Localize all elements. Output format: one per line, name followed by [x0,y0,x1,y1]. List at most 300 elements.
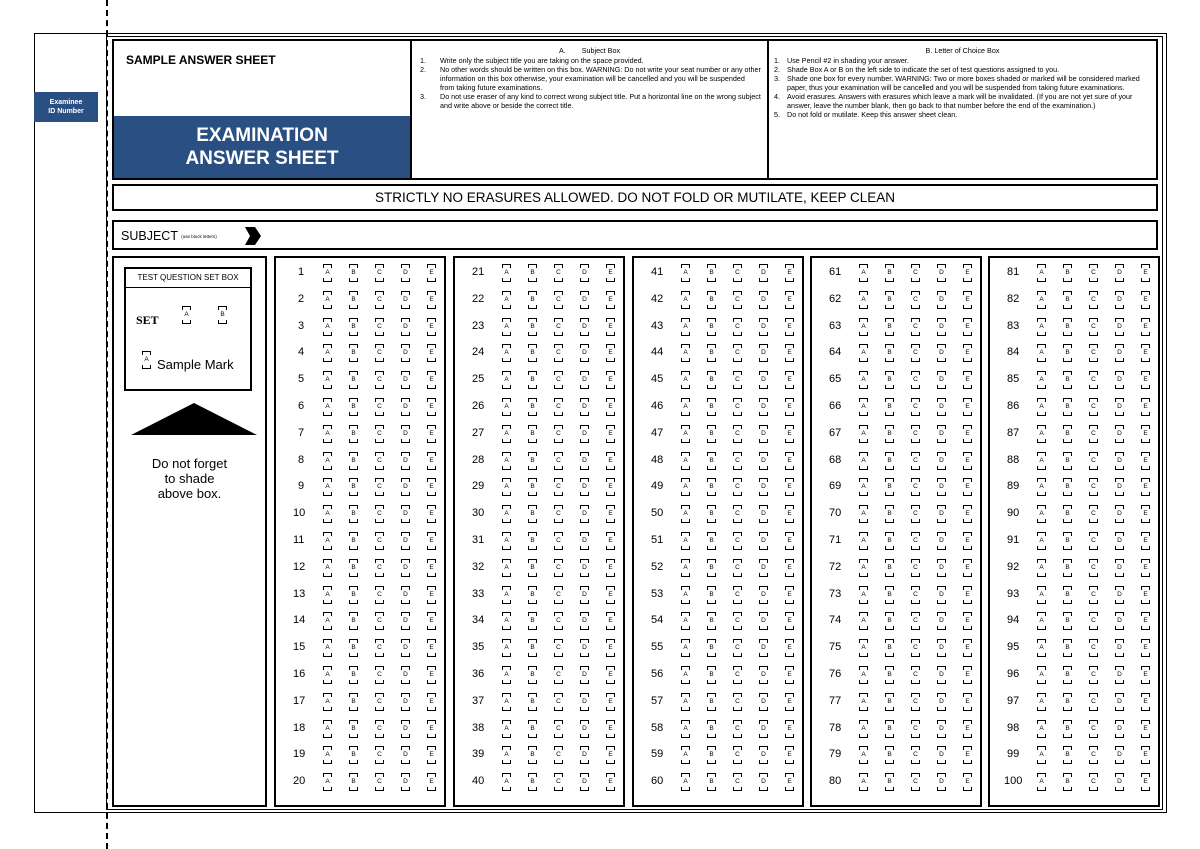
choice-bubble-d[interactable] [1115,344,1124,362]
choice-bubble-d[interactable] [759,639,768,657]
choice-bubble-e[interactable] [1141,318,1150,336]
choice-bubble-a[interactable] [1037,371,1046,389]
choice-bubble-c[interactable] [1089,612,1098,630]
choice-bubble-a[interactable] [1037,344,1046,362]
choice-bubble-b[interactable] [707,264,716,282]
choice-bubble-a[interactable] [1037,291,1046,309]
choice-bubble-e[interactable] [963,291,972,309]
choice-bubble-c[interactable] [733,586,742,604]
choice-bubble-a[interactable] [681,693,690,711]
choice-bubble-e[interactable] [427,398,436,416]
choice-bubble-e[interactable] [606,291,615,309]
choice-bubble-b[interactable] [1063,612,1072,630]
choice-bubble-c[interactable] [375,318,384,336]
choice-bubble-b[interactable] [1063,559,1072,577]
choice-bubble-e[interactable] [785,452,794,470]
choice-bubble-b[interactable] [707,452,716,470]
choice-bubble-b[interactable] [349,264,358,282]
choice-bubble-c[interactable] [375,639,384,657]
choice-bubble-c[interactable] [1089,639,1098,657]
choice-bubble-a[interactable] [681,666,690,684]
choice-bubble-e[interactable] [963,371,972,389]
choice-bubble-c[interactable] [375,773,384,791]
choice-bubble-d[interactable] [1115,639,1124,657]
choice-bubble-e[interactable] [963,720,972,738]
choice-bubble-e[interactable] [785,344,794,362]
choice-bubble-c[interactable] [554,773,563,791]
choice-bubble-d[interactable] [401,746,410,764]
choice-bubble-c[interactable] [554,371,563,389]
choice-bubble-a[interactable] [859,666,868,684]
choice-bubble-e[interactable] [1141,371,1150,389]
choice-bubble-c[interactable] [554,318,563,336]
choice-bubble-d[interactable] [401,612,410,630]
choice-bubble-e[interactable] [606,746,615,764]
choice-bubble-d[interactable] [759,318,768,336]
choice-bubble-d[interactable] [401,291,410,309]
choice-bubble-e[interactable] [1141,746,1150,764]
choice-bubble-c[interactable] [911,612,920,630]
choice-bubble-e[interactable] [1141,639,1150,657]
choice-bubble-c[interactable] [554,746,563,764]
choice-bubble-a[interactable] [323,264,332,282]
choice-bubble-e[interactable] [427,639,436,657]
choice-bubble-e[interactable] [606,264,615,282]
choice-bubble-e[interactable] [1141,452,1150,470]
choice-bubble-d[interactable] [1115,746,1124,764]
choice-bubble-b[interactable] [1063,452,1072,470]
choice-bubble-d[interactable] [759,371,768,389]
choice-bubble-d[interactable] [759,666,768,684]
choice-bubble-a[interactable] [681,720,690,738]
choice-bubble-e[interactable] [1141,344,1150,362]
choice-bubble-a[interactable] [323,666,332,684]
choice-bubble-b[interactable] [528,264,537,282]
choice-bubble-a[interactable] [1037,264,1046,282]
choice-bubble-e[interactable] [785,264,794,282]
choice-bubble-a[interactable] [681,318,690,336]
choice-bubble-c[interactable] [911,478,920,496]
choice-bubble-e[interactable] [427,505,436,523]
choice-bubble-a[interactable] [1037,318,1046,336]
choice-bubble-a[interactable] [323,612,332,630]
choice-bubble-a[interactable] [681,586,690,604]
choice-bubble-e[interactable] [963,318,972,336]
choice-bubble-b[interactable] [885,586,894,604]
choice-bubble-d[interactable] [580,478,589,496]
choice-bubble-a[interactable] [323,693,332,711]
choice-bubble-e[interactable] [606,371,615,389]
choice-bubble-e[interactable] [785,666,794,684]
choice-bubble-b[interactable] [349,398,358,416]
choice-bubble-e[interactable] [963,559,972,577]
choice-bubble-c[interactable] [911,666,920,684]
choice-bubble-d[interactable] [401,773,410,791]
choice-bubble-b[interactable] [885,773,894,791]
choice-bubble-b[interactable] [885,746,894,764]
choice-bubble-d[interactable] [759,746,768,764]
choice-bubble-b[interactable] [528,720,537,738]
choice-bubble-d[interactable] [937,559,946,577]
choice-bubble-b[interactable] [885,612,894,630]
choice-bubble-b[interactable] [885,398,894,416]
choice-bubble-d[interactable] [937,639,946,657]
choice-bubble-a[interactable] [323,586,332,604]
choice-bubble-b[interactable] [1063,666,1072,684]
choice-bubble-e[interactable] [606,773,615,791]
choice-bubble-c[interactable] [911,639,920,657]
choice-bubble-d[interactable] [580,586,589,604]
choice-bubble-e[interactable] [427,318,436,336]
choice-bubble-a[interactable] [859,264,868,282]
choice-bubble-b[interactable] [1063,586,1072,604]
choice-bubble-c[interactable] [1089,371,1098,389]
choice-bubble-d[interactable] [580,291,589,309]
choice-bubble-d[interactable] [937,318,946,336]
choice-bubble-a[interactable] [859,505,868,523]
choice-bubble-e[interactable] [785,318,794,336]
choice-bubble-e[interactable] [606,720,615,738]
choice-bubble-e[interactable] [963,773,972,791]
subject-field[interactable] [112,220,1158,250]
choice-bubble-e[interactable] [606,398,615,416]
choice-bubble-c[interactable] [554,532,563,550]
choice-bubble-e[interactable] [963,505,972,523]
choice-bubble-b[interactable] [707,478,716,496]
choice-bubble-b[interactable] [1063,505,1072,523]
choice-bubble-c[interactable] [911,746,920,764]
choice-bubble-a[interactable] [323,371,332,389]
choice-bubble-a[interactable] [323,720,332,738]
choice-bubble-b[interactable] [349,559,358,577]
choice-bubble-a[interactable] [1037,639,1046,657]
choice-bubble-c[interactable] [733,532,742,550]
choice-bubble-b[interactable] [528,505,537,523]
choice-bubble-c[interactable] [911,291,920,309]
choice-bubble-b[interactable] [349,773,358,791]
choice-bubble-e[interactable] [606,452,615,470]
choice-bubble-b[interactable] [528,693,537,711]
choice-bubble-a[interactable] [1037,425,1046,443]
choice-bubble-e[interactable] [606,559,615,577]
choice-bubble-c[interactable] [1089,291,1098,309]
choice-bubble-e[interactable] [606,505,615,523]
choice-bubble-c[interactable] [554,505,563,523]
choice-bubble-a[interactable] [323,344,332,362]
choice-bubble-c[interactable] [733,291,742,309]
choice-bubble-d[interactable] [401,720,410,738]
choice-bubble-a[interactable] [859,344,868,362]
choice-bubble-d[interactable] [580,452,589,470]
choice-bubble-a[interactable] [681,264,690,282]
choice-bubble-c[interactable] [1089,586,1098,604]
choice-bubble-d[interactable] [401,639,410,657]
choice-bubble-b[interactable] [885,344,894,362]
choice-bubble-b[interactable] [885,264,894,282]
choice-bubble-e[interactable] [606,478,615,496]
choice-bubble-c[interactable] [911,773,920,791]
choice-bubble-b[interactable] [1063,291,1072,309]
choice-bubble-b[interactable] [707,720,716,738]
choice-bubble-e[interactable] [427,720,436,738]
choice-bubble-e[interactable] [963,452,972,470]
choice-bubble-c[interactable] [733,371,742,389]
choice-bubble-b[interactable] [885,478,894,496]
choice-bubble-b[interactable] [885,452,894,470]
choice-bubble-e[interactable] [963,746,972,764]
choice-bubble-b[interactable] [1063,344,1072,362]
choice-bubble-d[interactable] [759,586,768,604]
choice-bubble-d[interactable] [401,505,410,523]
choice-bubble-d[interactable] [401,371,410,389]
choice-bubble-a[interactable] [859,478,868,496]
choice-bubble-b[interactable] [1063,773,1072,791]
choice-bubble-a[interactable] [1037,532,1046,550]
choice-bubble-d[interactable] [759,532,768,550]
choice-bubble-c[interactable] [375,746,384,764]
choice-bubble-a[interactable] [502,773,511,791]
choice-bubble-e[interactable] [963,478,972,496]
choice-bubble-b[interactable] [349,720,358,738]
choice-bubble-a[interactable] [1037,505,1046,523]
choice-bubble-e[interactable] [785,720,794,738]
choice-bubble-a[interactable] [1037,452,1046,470]
choice-bubble-b[interactable] [349,693,358,711]
choice-bubble-a[interactable] [502,344,511,362]
choice-bubble-e[interactable] [963,693,972,711]
choice-bubble-d[interactable] [580,264,589,282]
choice-bubble-e[interactable] [963,586,972,604]
choice-bubble-b[interactable] [349,291,358,309]
choice-bubble-e[interactable] [1141,398,1150,416]
set-a-bubble[interactable] [182,306,191,324]
choice-bubble-d[interactable] [401,478,410,496]
choice-bubble-e[interactable] [1141,505,1150,523]
choice-bubble-d[interactable] [580,505,589,523]
choice-bubble-e[interactable] [427,586,436,604]
choice-bubble-e[interactable] [785,425,794,443]
choice-bubble-c[interactable] [375,398,384,416]
choice-bubble-c[interactable] [733,452,742,470]
choice-bubble-a[interactable] [859,559,868,577]
choice-bubble-e[interactable] [785,693,794,711]
choice-bubble-e[interactable] [963,398,972,416]
choice-bubble-d[interactable] [580,559,589,577]
choice-bubble-a[interactable] [323,505,332,523]
choice-bubble-d[interactable] [759,505,768,523]
choice-bubble-b[interactable] [707,586,716,604]
choice-bubble-b[interactable] [349,639,358,657]
choice-bubble-c[interactable] [911,505,920,523]
choice-bubble-c[interactable] [375,612,384,630]
choice-bubble-c[interactable] [554,344,563,362]
choice-bubble-a[interactable] [1037,693,1046,711]
choice-bubble-c[interactable] [375,344,384,362]
choice-bubble-c[interactable] [554,612,563,630]
choice-bubble-b[interactable] [528,318,537,336]
choice-bubble-d[interactable] [937,586,946,604]
choice-bubble-a[interactable] [859,371,868,389]
set-b-bubble[interactable] [218,306,227,324]
choice-bubble-e[interactable] [1141,478,1150,496]
choice-bubble-b[interactable] [885,559,894,577]
choice-bubble-d[interactable] [937,264,946,282]
choice-bubble-b[interactable] [1063,720,1072,738]
choice-bubble-e[interactable] [427,264,436,282]
choice-bubble-a[interactable] [681,532,690,550]
choice-bubble-b[interactable] [885,291,894,309]
choice-bubble-d[interactable] [937,612,946,630]
choice-bubble-a[interactable] [502,452,511,470]
choice-bubble-e[interactable] [785,746,794,764]
choice-bubble-b[interactable] [1063,478,1072,496]
choice-bubble-a[interactable] [859,425,868,443]
choice-bubble-e[interactable] [963,612,972,630]
choice-bubble-e[interactable] [1141,291,1150,309]
choice-bubble-e[interactable] [1141,693,1150,711]
choice-bubble-a[interactable] [1037,720,1046,738]
choice-bubble-e[interactable] [963,639,972,657]
choice-bubble-c[interactable] [375,505,384,523]
choice-bubble-b[interactable] [528,666,537,684]
choice-bubble-c[interactable] [1089,532,1098,550]
choice-bubble-a[interactable] [681,291,690,309]
choice-bubble-c[interactable] [911,318,920,336]
choice-bubble-c[interactable] [733,773,742,791]
choice-bubble-e[interactable] [427,478,436,496]
choice-bubble-c[interactable] [1089,666,1098,684]
choice-bubble-d[interactable] [1115,773,1124,791]
choice-bubble-c[interactable] [375,693,384,711]
choice-bubble-a[interactable] [681,773,690,791]
choice-bubble-e[interactable] [427,291,436,309]
choice-bubble-c[interactable] [554,264,563,282]
choice-bubble-d[interactable] [937,773,946,791]
choice-bubble-a[interactable] [859,291,868,309]
choice-bubble-c[interactable] [911,532,920,550]
choice-bubble-c[interactable] [1089,693,1098,711]
choice-bubble-b[interactable] [528,773,537,791]
choice-bubble-a[interactable] [681,425,690,443]
choice-bubble-e[interactable] [785,291,794,309]
choice-bubble-d[interactable] [580,720,589,738]
choice-bubble-c[interactable] [733,425,742,443]
choice-bubble-e[interactable] [427,371,436,389]
choice-bubble-a[interactable] [323,746,332,764]
choice-bubble-d[interactable] [937,371,946,389]
choice-bubble-b[interactable] [707,666,716,684]
choice-bubble-d[interactable] [401,425,410,443]
choice-bubble-b[interactable] [349,505,358,523]
choice-bubble-a[interactable] [323,639,332,657]
choice-bubble-d[interactable] [937,344,946,362]
choice-bubble-c[interactable] [911,371,920,389]
choice-bubble-d[interactable] [580,371,589,389]
choice-bubble-b[interactable] [707,291,716,309]
choice-bubble-e[interactable] [606,344,615,362]
choice-bubble-d[interactable] [1115,318,1124,336]
choice-bubble-c[interactable] [375,291,384,309]
choice-bubble-a[interactable] [502,532,511,550]
choice-bubble-e[interactable] [427,344,436,362]
choice-bubble-d[interactable] [1115,720,1124,738]
choice-bubble-a[interactable] [859,452,868,470]
choice-bubble-d[interactable] [401,532,410,550]
choice-bubble-c[interactable] [1089,773,1098,791]
choice-bubble-a[interactable] [859,318,868,336]
choice-bubble-e[interactable] [785,639,794,657]
choice-bubble-b[interactable] [1063,398,1072,416]
choice-bubble-c[interactable] [554,559,563,577]
choice-bubble-a[interactable] [1037,398,1046,416]
choice-bubble-b[interactable] [528,586,537,604]
choice-bubble-d[interactable] [759,344,768,362]
choice-bubble-a[interactable] [502,398,511,416]
choice-bubble-c[interactable] [733,264,742,282]
choice-bubble-e[interactable] [1141,773,1150,791]
choice-bubble-b[interactable] [885,666,894,684]
choice-bubble-a[interactable] [681,746,690,764]
choice-bubble-b[interactable] [1063,746,1072,764]
choice-bubble-c[interactable] [1089,746,1098,764]
choice-bubble-b[interactable] [528,371,537,389]
choice-bubble-a[interactable] [323,452,332,470]
choice-bubble-c[interactable] [733,639,742,657]
choice-bubble-b[interactable] [349,425,358,443]
choice-bubble-d[interactable] [1115,291,1124,309]
choice-bubble-b[interactable] [1063,264,1072,282]
choice-bubble-b[interactable] [528,612,537,630]
choice-bubble-d[interactable] [937,693,946,711]
choice-bubble-e[interactable] [606,639,615,657]
choice-bubble-e[interactable] [427,452,436,470]
choice-bubble-d[interactable] [580,666,589,684]
choice-bubble-c[interactable] [1089,318,1098,336]
choice-bubble-e[interactable] [606,612,615,630]
choice-bubble-d[interactable] [401,318,410,336]
choice-bubble-a[interactable] [681,505,690,523]
choice-bubble-b[interactable] [528,559,537,577]
choice-bubble-a[interactable] [323,478,332,496]
choice-bubble-e[interactable] [1141,720,1150,738]
choice-bubble-e[interactable] [427,612,436,630]
choice-bubble-c[interactable] [911,398,920,416]
choice-bubble-b[interactable] [349,666,358,684]
choice-bubble-e[interactable] [785,505,794,523]
choice-bubble-d[interactable] [937,720,946,738]
choice-bubble-e[interactable] [1141,264,1150,282]
choice-bubble-a[interactable] [681,398,690,416]
choice-bubble-b[interactable] [349,586,358,604]
choice-bubble-a[interactable] [323,318,332,336]
choice-bubble-a[interactable] [323,532,332,550]
choice-bubble-b[interactable] [528,344,537,362]
choice-bubble-c[interactable] [733,666,742,684]
choice-bubble-c[interactable] [911,720,920,738]
choice-bubble-d[interactable] [401,693,410,711]
choice-bubble-a[interactable] [502,425,511,443]
choice-bubble-b[interactable] [528,532,537,550]
choice-bubble-a[interactable] [859,586,868,604]
choice-bubble-e[interactable] [606,666,615,684]
choice-bubble-d[interactable] [937,425,946,443]
choice-bubble-a[interactable] [502,746,511,764]
choice-bubble-d[interactable] [1115,532,1124,550]
choice-bubble-c[interactable] [733,318,742,336]
choice-bubble-b[interactable] [707,318,716,336]
choice-bubble-d[interactable] [580,693,589,711]
choice-bubble-c[interactable] [1089,478,1098,496]
